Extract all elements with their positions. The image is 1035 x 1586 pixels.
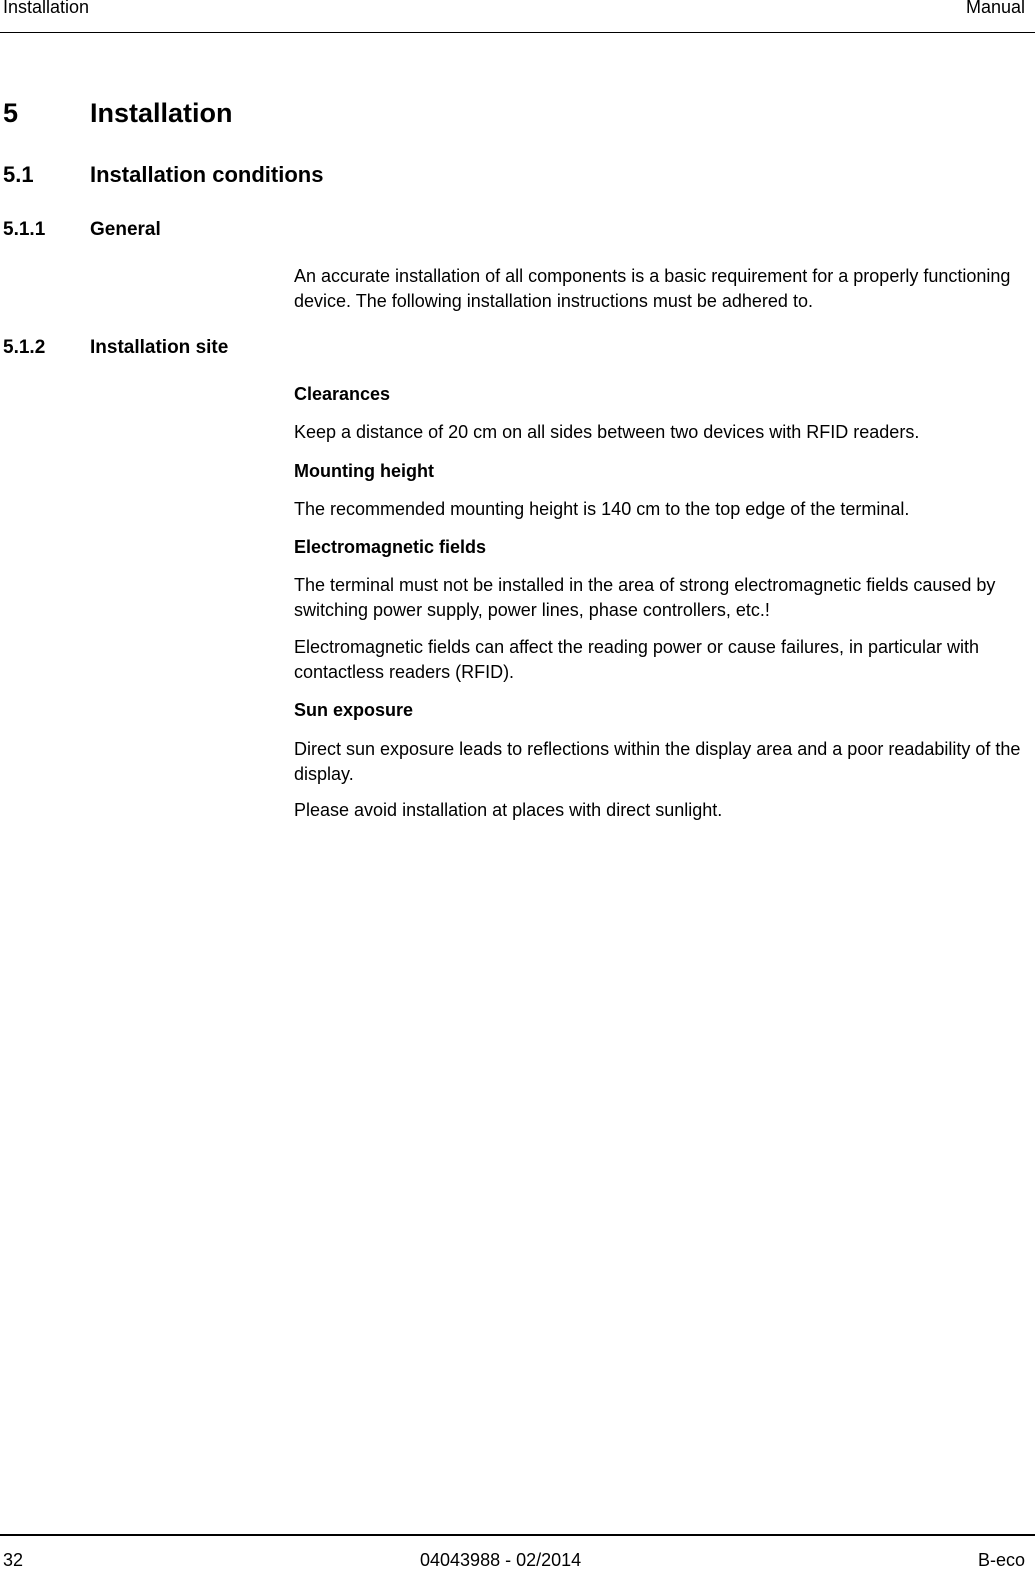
- clearances-heading: Clearances: [294, 384, 391, 404]
- section-title: Installation conditions: [90, 162, 324, 187]
- chapter-title: Installation: [90, 98, 233, 128]
- electromagnetic-fields-heading: Electromagnetic fields: [294, 537, 487, 557]
- clearances-paragraph: Keep a distance of 20 cm on all sides between two devices with RFID readers.: [294, 422, 920, 442]
- electromagnetic-paragraph-1: The terminal must not be installed in the area of strong electromagnetic fields caused by switching power supply, power lines, phase controllers, etc.!: [294, 575, 996, 620]
- page-number: 32: [3, 1550, 24, 1570]
- sun-exposure-heading: Sun exposure: [294, 700, 414, 720]
- header-document-type: Manual: [965, 0, 1025, 17]
- subsection-title: General: [90, 219, 161, 240]
- mounting-height-heading: Mounting height: [294, 461, 434, 481]
- electromagnetic-paragraph-2: Electromagnetic fields can affect the reading power or cause failures, in particular with contactless readers (RFID).: [294, 637, 980, 682]
- mounting-height-paragraph: The recommended mounting height is 140 cm to the top edge of the terminal.: [294, 499, 910, 519]
- subsection-title: Installation site: [90, 337, 229, 358]
- header-section-title: Installation: [3, 0, 90, 17]
- page-header: [0, 0, 1035, 33]
- sun-exposure-paragraph-2: Please avoid installation at places with direct sunlight.: [294, 800, 723, 820]
- section-number: 5.1: [3, 162, 34, 187]
- subsection-number: 5.1.2: [3, 337, 46, 358]
- product-name: B-eco: [977, 1550, 1025, 1570]
- chapter-number: 5: [3, 98, 19, 128]
- general-paragraph: An accurate installation of all components is a basic requirement for a properly functioning device. The following installation instructions must be adhered to.: [294, 266, 1011, 311]
- document-id: 04043988 - 02/2014: [420, 1550, 582, 1570]
- sun-exposure-paragraph-1: Direct sun exposure leads to reflections within the display area and a poor readability of the display.: [294, 739, 1021, 784]
- page-footer: [0, 1534, 1035, 1586]
- subsection-number: 5.1.1: [3, 219, 46, 240]
